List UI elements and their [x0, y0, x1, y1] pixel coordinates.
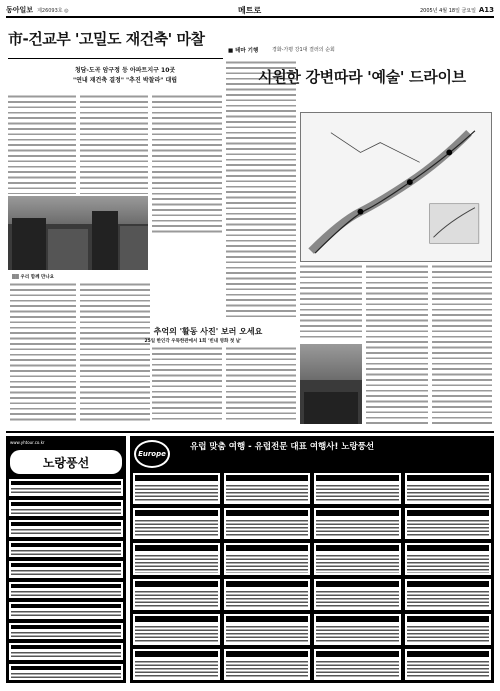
ad-package	[223, 472, 312, 505]
photo-building	[120, 226, 148, 270]
feature-body-col-1	[300, 264, 362, 340]
ad-package	[132, 542, 221, 575]
article-headline: 市-건교부 '고밀도 재건축' 마찰	[8, 30, 205, 48]
article2-body-col-1	[152, 346, 222, 422]
ad-package	[132, 613, 221, 646]
ad-package	[223, 648, 312, 681]
community-box-body	[10, 282, 76, 422]
map-marker	[358, 209, 364, 215]
advertisement-section	[6, 431, 494, 683]
ad-listing	[8, 499, 124, 518]
ad-package	[313, 472, 402, 505]
ad-package	[313, 578, 402, 611]
travel-ad-left	[6, 436, 126, 683]
article-subhead-line-2: "연내 재건축 결정" "추진 박찰라" 대립	[72, 77, 178, 84]
ad-package-grid	[132, 472, 492, 681]
page-number: A13	[478, 6, 494, 14]
ad-package	[132, 578, 221, 611]
map-marker	[407, 179, 413, 185]
ad-package	[132, 507, 221, 540]
feature-body-col-2	[366, 264, 428, 424]
ad-package	[313, 507, 402, 540]
ad-package	[404, 472, 493, 505]
feature-body-col-3	[432, 264, 492, 424]
article-subhead	[30, 66, 220, 86]
photo-building	[92, 211, 118, 270]
route-map	[300, 112, 492, 262]
europe-logo: Europe	[134, 440, 170, 468]
ad-listing-list	[8, 478, 124, 681]
ad-package	[313, 648, 402, 681]
photo-building	[12, 218, 46, 270]
ad-listing	[8, 560, 124, 579]
ad-package	[313, 542, 402, 575]
ad-listing	[8, 540, 124, 559]
route-map-drawing	[301, 113, 491, 261]
ad-package	[223, 507, 312, 540]
ad-package	[132, 648, 221, 681]
ad-package	[404, 507, 493, 540]
ad-package	[404, 542, 493, 575]
ad-listing	[8, 642, 124, 661]
article-subhead-line-1: 청담-도곡 암구정 등 아파트지구 10곳	[74, 67, 176, 74]
photo-building	[48, 229, 88, 270]
article-body-col-4	[226, 60, 296, 320]
ad-brand-logo: 노랑풍선	[10, 450, 122, 474]
article-photo	[8, 196, 148, 270]
map-marker	[446, 150, 452, 156]
article-body-col-1	[8, 94, 76, 194]
masthead	[6, 4, 494, 18]
ad-listing	[8, 478, 124, 497]
ad-package	[223, 613, 312, 646]
article-body-col-3	[152, 94, 222, 234]
article-body-col-2	[80, 94, 148, 194]
ad-package	[404, 613, 493, 646]
ad-package	[404, 578, 493, 611]
ad-url: www.yhtour.co.kr	[10, 440, 45, 445]
newspaper-logo: 동아일보	[6, 5, 34, 14]
photo-structure	[304, 392, 358, 424]
issue-number: 제26093호 ◎	[37, 7, 69, 14]
ad-listing	[8, 581, 124, 600]
travel-ad-right	[130, 436, 494, 683]
ad-package	[223, 542, 312, 575]
theme-tag-detail: 경화-가평 강1대 결러의 순회	[272, 47, 335, 53]
section-name: 메트로	[238, 5, 262, 15]
ad-listing	[8, 519, 124, 538]
community-box-heading: ▒▒ 우리 함께 만나요	[12, 275, 55, 280]
theme-tag: ■ 테마 기행	[228, 48, 259, 54]
ad-listing	[8, 601, 124, 620]
ad-package	[404, 648, 493, 681]
headline-divider	[8, 58, 223, 59]
photo-sky	[300, 344, 362, 380]
ad-package	[223, 578, 312, 611]
ad-listing	[8, 622, 124, 641]
ad-ribbon: 유럽 맞춤 여행 - 유럽전문 대표 여행사! 노랑풍선	[190, 442, 375, 452]
feature-headline: 시원한 강변따라 '예술' 드라이브	[258, 68, 466, 86]
article2-subhead: 25일 한인각 우뚝한관에서 1회 '빈내 영화 첫 날'	[144, 339, 242, 344]
issue-date: 2005년 4월 18일 금요일	[419, 7, 476, 14]
ad-package	[313, 613, 402, 646]
ad-listing	[8, 663, 124, 682]
ad-package	[132, 472, 221, 505]
feature-photo	[300, 344, 362, 424]
article2-headline: 추억의 '활동 사진' 보러 오세요	[153, 327, 263, 336]
article2-body-col-2	[226, 346, 296, 422]
community-box-body-2	[80, 282, 150, 422]
